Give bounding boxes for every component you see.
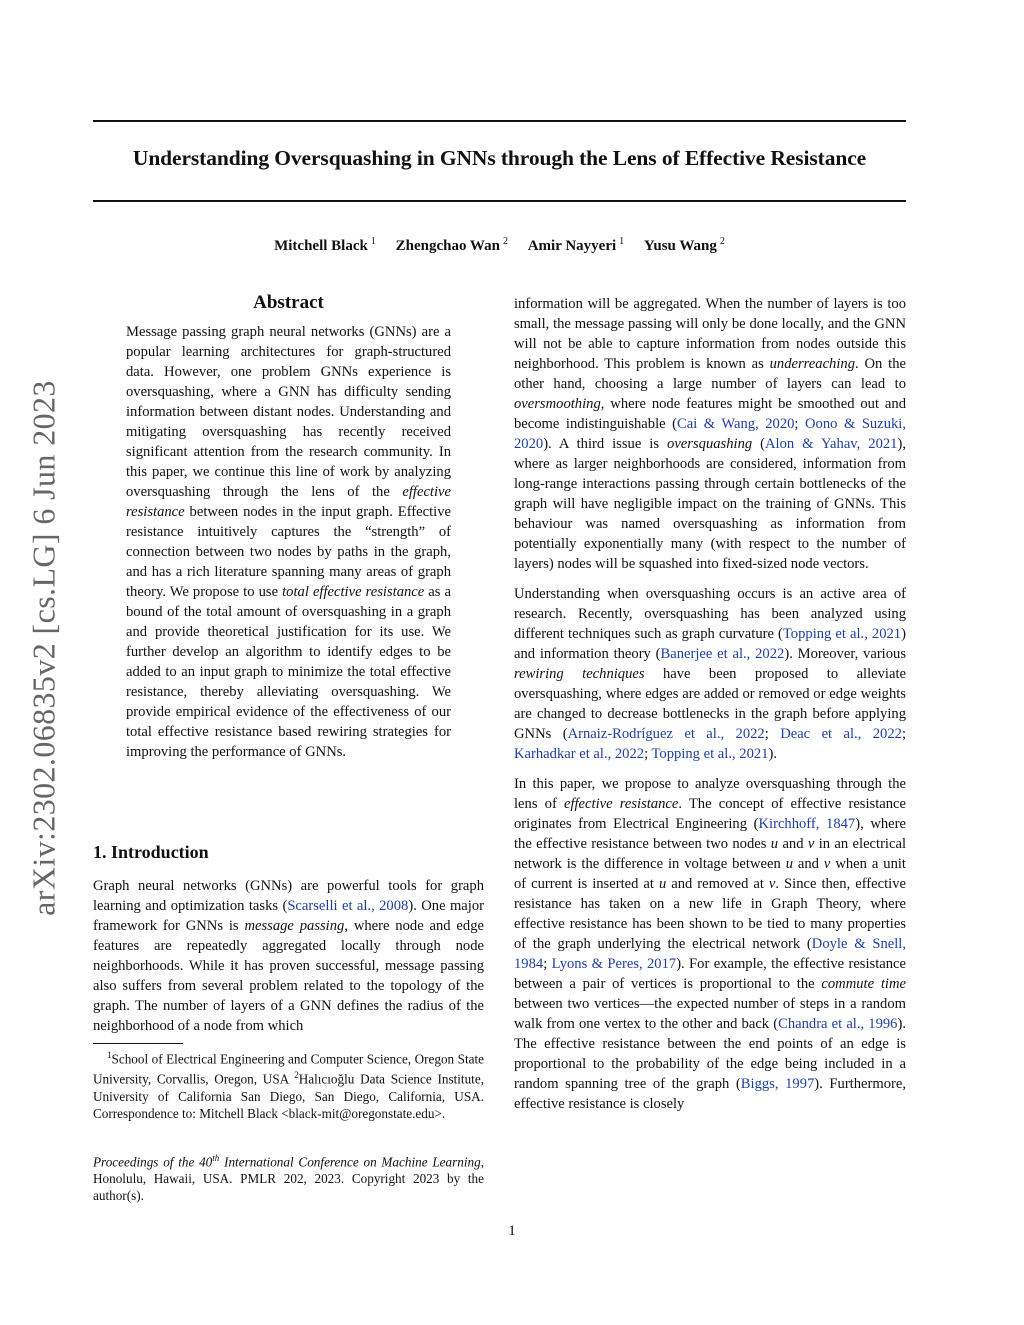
abstract-text [126, 322, 451, 762]
text-run: ). Furthermore, effective resistance is closely [514, 1076, 906, 1112]
text-run: effective resistance [563, 796, 679, 812]
text-run: oversquashing [667, 436, 753, 452]
author [396, 238, 508, 254]
text-run: , where node and edge features are repeatedly aggregated locally through node neighborhoods. While it has proven successful, message passing also suffers from several problem related to the topology of the graph. The number of layers of a GNN defines the radius of the neighborhood of a node from which [93, 918, 484, 1034]
body-paragraph [514, 584, 906, 764]
text-run: ; [543, 956, 552, 972]
text-run: u [785, 856, 793, 872]
author-affiliation: 1 [619, 236, 625, 247]
text-run: message passing [244, 918, 345, 934]
text-run: Understanding when oversquashing occurs is an active area of research. Recently, oversquashing has been analyzed using different techniques such as graph curvature ( [514, 586, 906, 642]
citation-link[interactable]: Banerjee et al., 2022 [660, 646, 785, 662]
author-name: Mitchell Black [274, 238, 368, 254]
text-run: ; [794, 416, 805, 432]
arxiv-stamp: arXiv:2302.06835v2 [cs.LG] 6 Jun 2023 [25, 380, 62, 916]
text-run: 2 [294, 1070, 299, 1081]
citation-link[interactable]: Karhadkar et al., 2022 [514, 746, 645, 762]
text-run: and [792, 856, 824, 872]
right-column [514, 294, 906, 1124]
text-run: ). [768, 746, 777, 762]
text-run: ). The effective resistance between the end points of an edge is proportional to the probability of the edge being included in a random spanning tree of the graph ( [514, 1016, 906, 1092]
author [274, 238, 376, 254]
text-run: ( [752, 436, 766, 452]
text-run: 1 [107, 1050, 112, 1060]
introduction-text [93, 876, 484, 1036]
text-run: , Honolulu, Hawaii, USA. PMLR 202, 2023. Copyright 2023 by the author(s). [93, 1154, 484, 1204]
text-run: u [770, 836, 779, 852]
citation-link[interactable]: Kirchhoff, 1847 [758, 816, 856, 832]
text-run: ), where as larger neighborhoods are considered, information from long-range interactions passing through certain bottlenecks of the graph will have negligible impact on the training of GNNs. This behaviour was named oversquashing as information from potentially exponentially many (with respect to the number of layers) nodes will be squashed into fixed-sized node vectors. [514, 436, 906, 572]
author [528, 238, 624, 254]
title-rule-bottom [93, 200, 906, 202]
paper-title: Understanding Oversquashing in GNNs through the Lens of Effective Resistance [132, 146, 867, 170]
author [644, 238, 725, 254]
citation-link[interactable]: Alon & Yahav, 2021 [765, 436, 898, 452]
author-affiliation: 2 [502, 236, 508, 247]
citation-link[interactable]: Lyons & Peres, 2017 [551, 956, 677, 972]
text-run: Message passing graph neural networks (GNNs) are a popular learning architectures for graph-structured data. However, one problem GNNs experience is oversquashing, where a GNN has difficulty sending information between distant nodes. Understanding and mitigating oversquashing has recently received significant attention from the research community. In this paper, we continue this line of work by analyzing oversquashing through the lens of the [126, 324, 451, 500]
text-run: v [823, 856, 831, 872]
text-run: information will be aggregated. When the number of layers is too small, the message passing will only be done locally, and the GNN will not be able to capture information from nodes outside this neighborhood. This problem is known as [514, 296, 906, 372]
text-run: and [778, 836, 808, 852]
citation-link[interactable]: Arnaiz-Rodríguez et al., 2022 [567, 726, 765, 742]
text-run: u [658, 876, 667, 892]
citation-link[interactable]: Deac et al., 2022 [780, 726, 902, 742]
text-run: , where node features might be smoothed out and become indistinguishable ( [514, 396, 906, 432]
text-run: In this paper, we propose to analyze oversquashing through the lens of [514, 776, 906, 812]
body-paragraph [514, 294, 906, 574]
text-run: International Conference on Machine Learning [219, 1154, 481, 1170]
citation-link[interactable]: Doyle & Snell, 1984 [514, 936, 906, 972]
text-run: School of Electrical Engineering and Computer Science, Oregon State University, Corvallis, Oregon, USA [93, 1051, 484, 1087]
abstract-heading: Abstract [253, 292, 324, 313]
body-paragraph [514, 774, 906, 1114]
text-run: ; [901, 726, 907, 742]
text-run: and removed at [666, 876, 769, 892]
citation-link[interactable]: Chandra et al., 1996 [778, 1016, 898, 1032]
text-run: rewiring techniques [514, 666, 645, 682]
text-run: underreaching [769, 356, 856, 372]
text-run: Halıcıoğlu Data Science Institute, University of California San Diego, San Diego, California, USA. Correspondence to: Mitchell Black <black-mit@oregonstate.edu>. [93, 1071, 484, 1121]
text-run: total effective resistance [282, 584, 425, 600]
text-run: have been proposed to alleviate oversquashing, where edges are added or removed or edge weights are changed to decrease bottlenecks in the graph before applying GNNs ( [514, 666, 906, 742]
text-run: commute time [821, 976, 906, 992]
text-run: in an electrical network is the difference in voltage between [514, 836, 906, 872]
introduction-heading: 1. Introduction [93, 842, 209, 862]
citation-link[interactable]: Cai & Wang, 2020 [677, 416, 795, 432]
author-name: Zhengchao Wan [395, 238, 500, 254]
citation-link[interactable]: Scarselli et al., 2008 [287, 898, 409, 914]
text-run: ) and information theory ( [514, 626, 906, 662]
text-run: oversmoothing [514, 396, 601, 412]
author-affiliation: 2 [719, 236, 725, 247]
text-run: . Since then, effective resistance has taken on a new life in Graph Theory, where effective resistance has been shown to be tied to many properties of the graph underlying the electrical network ( [514, 876, 906, 952]
footnote-rule [93, 1043, 183, 1044]
citation-link[interactable]: Topping et al., 2021 [651, 746, 769, 762]
text-run: Proceedings of the 40 [93, 1154, 213, 1170]
text-run: as a bound of the total amount of oversquashing in a graph and provide theoretical justification for its use. We further develop an algorithm to identify edges to be added to an input graph to minimize the total effective resistance, thereby alleviating oversquashing. We provide empirical evidence of the effectiveness of our total effective resistance based rewiring strategies for improving the performance of GNNs. [126, 584, 452, 760]
text-run: v [807, 836, 815, 852]
text-run: ). A third issue is [543, 436, 668, 452]
affiliation-footnote [93, 1047, 484, 1122]
text-run: ; [764, 726, 781, 742]
text-run: ). For example, the effective resistance between a pair of vertices is proportional to the [514, 956, 907, 992]
author-affiliation: 1 [370, 236, 376, 247]
author-name: Amir Nayyeri [527, 238, 617, 254]
text-run: when a unit of current is inserted at [514, 856, 906, 892]
citation-link[interactable]: Biggs, 1997 [740, 1076, 815, 1092]
text-run: th [212, 1153, 220, 1163]
text-run: between nodes in the input graph. Effective resistance intuitively captures the “strength” of connection between two nodes by paths in the graph, and has a rich literature spanning many areas of graph theory. We propose to use [126, 504, 451, 600]
text-run: Graph neural networks (GNNs) are powerful tools for graph learning and optimization tasks ( [93, 878, 484, 914]
text-run: effective resistance [126, 484, 451, 520]
author-name: Yusu Wang [643, 238, 717, 254]
citation-link[interactable]: Oono & Suzuki, 2020 [514, 416, 907, 452]
proceedings-note [93, 1150, 484, 1204]
citation-link[interactable]: Topping et al., 2021 [782, 626, 902, 642]
title-rule-top [93, 120, 906, 122]
text-run: ). One major framework for GNNs is [93, 898, 484, 934]
page-number: 1 [508, 1223, 516, 1239]
text-run: ), where the effective resistance between two nodes [514, 816, 906, 852]
text-run: . The concept of effective resistance originates from Electrical Engineering ( [514, 796, 907, 832]
text-run: ; [644, 746, 652, 762]
text-run: ). Moreover, various [784, 646, 907, 662]
text-run: . On the other hand, choosing a large number of layers can lead to [514, 356, 906, 392]
text-run: v [768, 876, 776, 892]
text-run: between two vertices—the expected number of steps in a random walk from one vertex to the other and back ( [514, 996, 906, 1032]
author-list [93, 236, 906, 255]
